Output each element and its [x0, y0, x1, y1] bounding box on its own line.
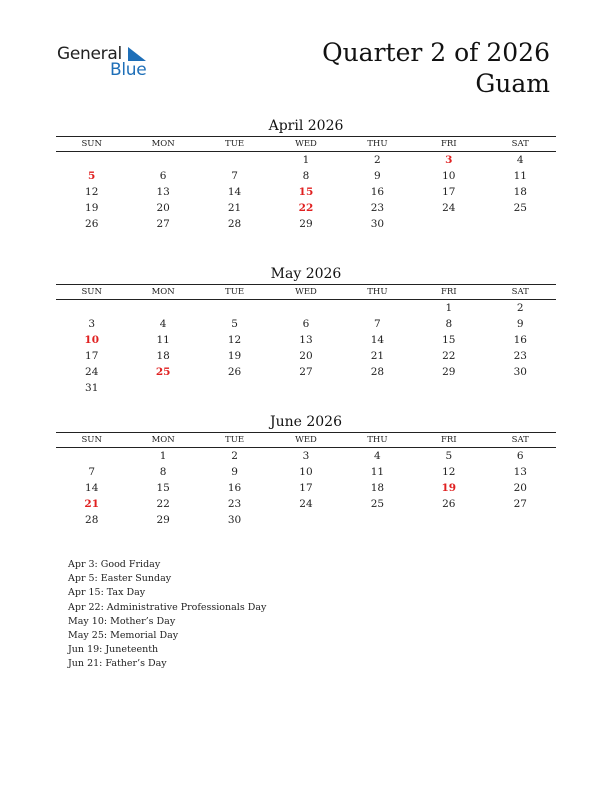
day-cell: 8 — [302, 170, 310, 182]
holiday-day-cell: 5 — [88, 170, 96, 182]
day-cell: 24 — [299, 498, 313, 510]
day-cell: 30 — [227, 514, 242, 526]
weekday-header: SUN — [56, 433, 127, 448]
empty-day-cell — [199, 152, 270, 169]
day-cell: 3 — [88, 318, 96, 330]
weekday-header: THU — [342, 433, 413, 448]
day-cell: 5 — [445, 450, 453, 462]
empty-day-cell — [270, 380, 341, 396]
day-cell: 1 — [445, 302, 453, 314]
holiday-day-cell: 3 — [445, 154, 453, 166]
week-row — [56, 464, 556, 480]
holiday-note: May 10: Mother’s Day — [68, 615, 176, 627]
weekday-header: MON — [127, 137, 198, 152]
empty-day-cell — [56, 448, 127, 465]
day-cell: 22 — [156, 498, 170, 510]
day-cell: 17 — [85, 350, 99, 362]
day-cell: 18 — [513, 186, 527, 198]
month-may — [56, 264, 556, 396]
day-cell: 17 — [442, 186, 456, 198]
empty-day-cell — [127, 152, 198, 169]
day-cell: 10 — [442, 170, 456, 182]
empty-day-cell — [413, 380, 484, 396]
logo-blue-text: Blue — [110, 60, 147, 80]
day-cell: 8 — [445, 318, 453, 330]
day-cell: 31 — [85, 382, 99, 394]
day-cell: 13 — [513, 466, 527, 478]
empty-day-cell — [413, 216, 484, 232]
weekday-header: SUN — [56, 137, 127, 152]
day-cell: 8 — [159, 466, 167, 478]
week-row — [56, 332, 556, 348]
day-cell: 25 — [370, 498, 385, 510]
day-cell: 27 — [156, 218, 170, 230]
day-cell: 4 — [516, 154, 524, 166]
weekday-header: TUE — [199, 433, 270, 448]
weekday-header: SAT — [485, 285, 556, 300]
empty-day-cell — [56, 300, 127, 317]
empty-day-cell — [199, 300, 270, 317]
week-row — [56, 496, 556, 512]
holiday-day-cell: 10 — [84, 334, 100, 346]
week-row — [56, 216, 556, 232]
logo-general-text: General — [57, 44, 122, 64]
weekday-header-row — [56, 433, 556, 448]
week-row — [56, 364, 556, 380]
day-cell: 19 — [85, 202, 99, 214]
weekday-header: WED — [270, 285, 341, 300]
day-cell: 11 — [370, 466, 385, 478]
empty-day-cell — [127, 380, 198, 396]
day-cell: 24 — [85, 366, 99, 378]
weekday-header-row — [56, 137, 556, 152]
day-cell: 19 — [227, 350, 242, 362]
day-cell: 13 — [156, 186, 170, 198]
day-cell: 7 — [374, 318, 381, 330]
week-row — [56, 168, 556, 184]
day-cell: 26 — [442, 498, 456, 510]
day-cell: 30 — [370, 218, 385, 230]
empty-day-cell — [127, 300, 198, 317]
holiday-note: Apr 3: Good Friday — [68, 559, 161, 570]
logo-triangle-icon — [124, 47, 146, 61]
empty-day-cell — [485, 216, 556, 232]
week-row — [56, 316, 556, 332]
day-cell: 11 — [513, 170, 527, 182]
weekday-header: WED — [270, 137, 341, 152]
week-row — [56, 152, 556, 169]
empty-day-cell — [270, 512, 341, 528]
weekday-header: FRI — [413, 285, 484, 300]
holiday-note: Jun 21: Father’s Day — [68, 658, 167, 670]
day-cell: 13 — [299, 334, 313, 346]
generalblue-logo — [57, 44, 157, 80]
day-cell: 20 — [299, 350, 313, 362]
page-title — [322, 37, 550, 99]
day-cell: 27 — [513, 498, 527, 510]
week-row — [56, 380, 556, 396]
day-cell: 23 — [370, 202, 385, 214]
day-cell: 11 — [156, 334, 170, 346]
day-cell: 2 — [374, 154, 381, 166]
day-cell: 30 — [513, 366, 527, 378]
weekday-header: SAT — [485, 137, 556, 152]
month-title: May 2026 — [270, 266, 342, 282]
day-cell: 6 — [159, 170, 167, 182]
day-cell: 20 — [156, 202, 170, 214]
holiday-day-cell: 22 — [298, 202, 314, 214]
day-cell: 22 — [442, 350, 456, 362]
region-title: Guam — [475, 69, 550, 98]
day-cell: 2 — [516, 302, 524, 314]
day-cell: 16 — [227, 482, 242, 494]
day-cell: 7 — [88, 466, 96, 478]
month-april — [56, 116, 556, 232]
day-cell: 26 — [227, 366, 242, 378]
day-cell: 16 — [513, 334, 527, 346]
month-title: April 2026 — [268, 118, 344, 134]
day-cell: 25 — [513, 202, 527, 214]
day-cell: 17 — [299, 482, 313, 494]
week-row — [56, 480, 556, 496]
weekday-header: FRI — [413, 433, 484, 448]
day-cell: 20 — [513, 482, 527, 494]
weekday-header: TUE — [199, 137, 270, 152]
calendar-table — [56, 136, 556, 232]
day-cell: 1 — [159, 450, 167, 462]
day-cell: 28 — [227, 218, 242, 230]
day-cell: 2 — [231, 450, 238, 462]
week-row — [56, 512, 556, 528]
month-title: June 2026 — [269, 414, 342, 430]
day-cell: 15 — [442, 334, 456, 346]
weekday-header: FRI — [413, 137, 484, 152]
day-cell: 9 — [231, 466, 238, 478]
weekday-header: THU — [342, 285, 413, 300]
holiday-note: Apr 22: Administrative Professionals Day — [68, 601, 267, 613]
quarter-title: Quarter 2 of 2026 — [322, 38, 550, 67]
day-cell: 21 — [370, 350, 385, 362]
empty-day-cell — [485, 380, 556, 396]
empty-day-cell — [342, 300, 413, 317]
day-cell: 16 — [370, 186, 385, 198]
calendar-table — [56, 432, 556, 528]
weekday-header: THU — [342, 137, 413, 152]
day-cell: 6 — [302, 318, 310, 330]
day-cell: 9 — [516, 318, 524, 330]
week-row — [56, 448, 556, 465]
day-cell: 15 — [156, 482, 170, 494]
day-cell: 10 — [299, 466, 313, 478]
holiday-note: Jun 19: Juneteenth — [68, 644, 159, 656]
day-cell: 14 — [85, 482, 99, 494]
weekday-header: SUN — [56, 285, 127, 300]
day-cell: 14 — [370, 334, 385, 346]
empty-day-cell — [342, 380, 413, 396]
day-cell: 24 — [442, 202, 456, 214]
week-row — [56, 184, 556, 200]
day-cell: 3 — [302, 450, 310, 462]
holiday-day-cell: 15 — [298, 186, 314, 198]
weekday-header: MON — [127, 285, 198, 300]
day-cell: 12 — [85, 186, 99, 198]
day-cell: 28 — [370, 366, 385, 378]
day-cell: 29 — [299, 218, 313, 230]
holiday-day-cell: 21 — [84, 498, 100, 510]
weekday-header-row — [56, 285, 556, 300]
day-cell: 28 — [85, 514, 99, 526]
empty-day-cell — [413, 512, 484, 528]
day-cell: 5 — [231, 318, 238, 330]
holiday-note: Apr 5: Easter Sunday — [68, 573, 172, 585]
day-cell: 23 — [513, 350, 527, 362]
month-june — [56, 412, 556, 528]
day-cell: 23 — [227, 498, 242, 510]
day-cell: 29 — [442, 366, 456, 378]
week-row — [56, 300, 556, 317]
day-cell: 27 — [299, 366, 313, 378]
weekday-header: TUE — [199, 285, 270, 300]
holiday-day-cell: 19 — [441, 482, 457, 494]
empty-day-cell — [270, 300, 341, 317]
holiday-note: May 25: Memorial Day — [68, 630, 179, 642]
day-cell: 18 — [156, 350, 170, 362]
week-row — [56, 200, 556, 216]
holiday-note: Apr 15: Tax Day — [68, 587, 146, 599]
day-cell: 29 — [156, 514, 170, 526]
empty-day-cell — [56, 152, 127, 169]
empty-day-cell — [199, 380, 270, 396]
day-cell: 6 — [516, 450, 524, 462]
weekday-header: WED — [270, 433, 341, 448]
day-cell: 9 — [374, 170, 381, 182]
day-cell: 4 — [159, 318, 167, 330]
day-cell: 18 — [370, 482, 385, 494]
day-cell: 4 — [374, 450, 381, 462]
holiday-notes — [68, 558, 266, 672]
week-row — [56, 348, 556, 364]
holiday-day-cell: 25 — [155, 366, 171, 378]
day-cell: 1 — [302, 154, 310, 166]
day-cell: 12 — [442, 466, 456, 478]
day-cell: 21 — [227, 202, 242, 214]
weekday-header: SAT — [485, 433, 556, 448]
day-cell: 7 — [231, 170, 238, 182]
calendar-table — [56, 284, 556, 396]
day-cell: 12 — [227, 334, 242, 346]
empty-day-cell — [342, 512, 413, 528]
day-cell: 26 — [85, 218, 99, 230]
empty-day-cell — [485, 512, 556, 528]
weekday-header: MON — [127, 433, 198, 448]
day-cell: 14 — [227, 186, 242, 198]
